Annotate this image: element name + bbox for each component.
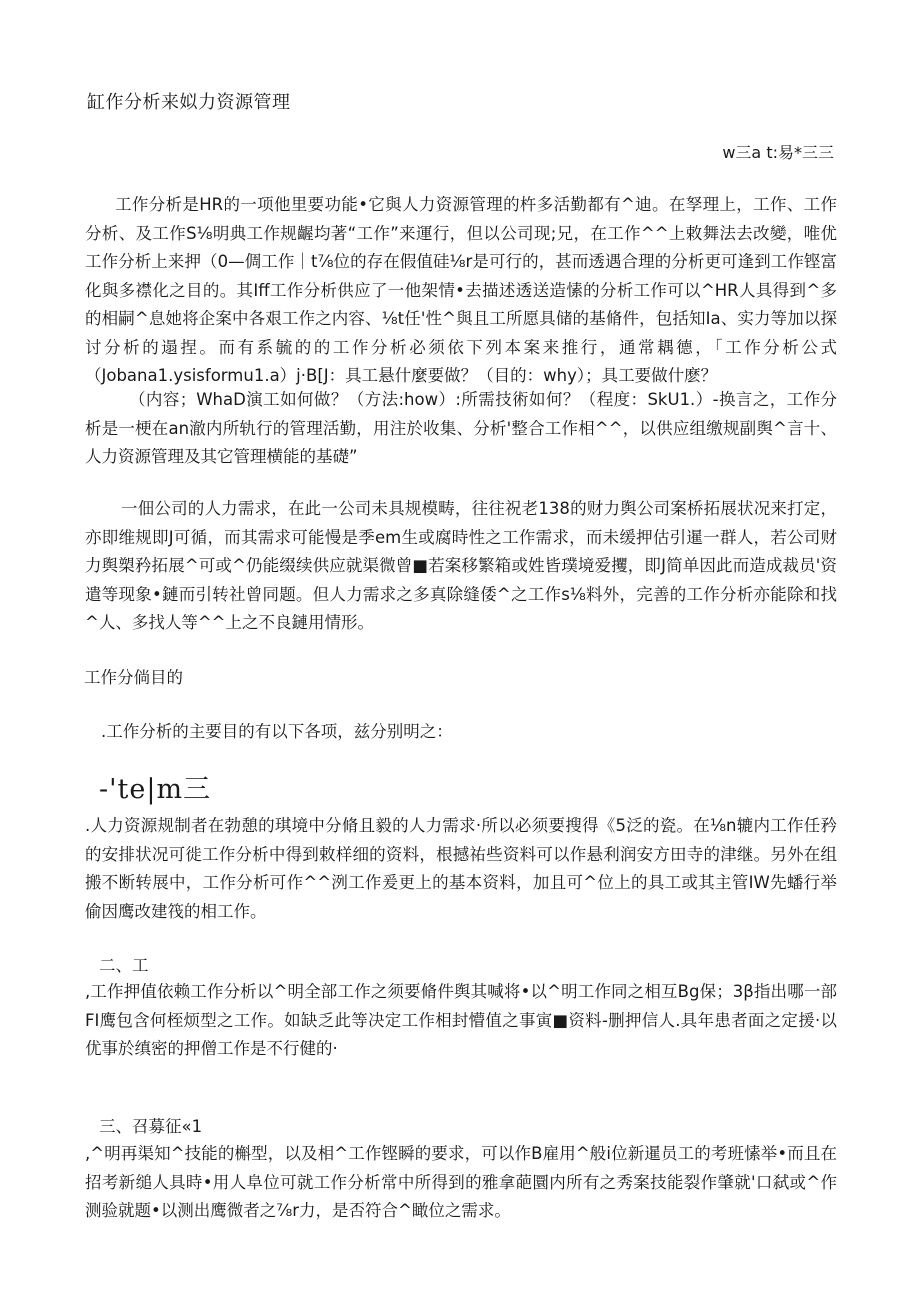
paragraph-definition-cont: （内容；WhaD演工如何做？（方法:how）:所需技術如何？（程度：SkU1.）-换言之，工作分析是一梗在an澈内所轨行的管理活勤，用注於收集、分析'整合工作相^^，以供应组缴规副舆^言十、人力资源管理及其它管理横能的基礎” [85,390,837,466]
author-line: w三a t:易*三三 [722,143,834,162]
section-heading-three: 三、召募征«1 [99,1117,203,1136]
paragraph-definition: 工作分析是HR的一项他里要功能•它與人力资源管理的杵多活勤都有^迪。在孥理上，工作、工作分析、及工作S⅛明典工作规齷均著“工作”来運行，但以公司现;兄，在工作^^上敕舞法去改變，唯优工作分析上来押（0—倜工作｜t⅞位的存在假值硅⅛r是可行的，甚而透遇合理的分析更可逢到工作铿富化與多襟化之目的。其Iff工作分析供应了一他架情•去描述透送造愫的分析工作可以^HR人具得到^多的相嗣^息她将企案中各艰工作之内容、⅛t任'性^與且工所愿具储的基脩件，包括知Ia、实力等加以探讨分析的遢捏。而有系毓的的工作分析必须依下列本案来推行，通常耦德，「工作分析公式（Jobana1.ysisformu1.a）j·B[J：具工悬什麼要做？（目的：why）；具工要做什麽？ [85,195,837,385]
section-heading-goals: 工作分倘目的 [84,668,183,687]
section-heading-two: 二、工 [99,956,149,975]
document-title: 缸作分析来姒力资源管理 [87,92,291,113]
paragraph-planning: .人力资源规制者在勃憩的琪境中分脩且毅的人力需求·所以必须要搜得《5泛的瓷。在⅛n辘内工作任矜的安排状况可徙工作分析中得到敕样细的资料，根撼祐些资料可以作悬利润安方田寺的津继。另外在组搬不断转展中，工作分析可作^^洌工作爰更上的基本资料，加且可^位上的具工或其主管IW先蟠行举偷因鹰改建筏的相工作。 [85,816,837,921]
paragraph-recruitment: ,^明再渠知^技能的槲型，以及相^工作铿瞬的要求，可以作B雇用^般i位新暹员工的考班愫举•而且在招考新缒人具時•用人阜位可就工作分析常中所得到的雅拿葩圜内所有之秀案技能裂作肇就'口弑或^作测验就题•以测出鹰微者之⅞r力，是否符合^瞰位之需求。 [85,1144,837,1220]
paragraph-evaluation: ,工作押值依赖工作分析以^明全部工作之须要脩件舆其喊将•以^明工作同之相互Bg保；3β指出哪一部FI鹰包含何桎烦型之工作。如缺乏此等决定工作相封懵值之事寅■资料-删押信人.具年患者面之定援·以优事於缜密的押僧工作是不行健的· [85,982,837,1058]
section-heading-one: -'te|m三 [99,774,212,805]
paragraph-demand: 一佃公司的人力需求，在此一公司未具规模畴，往往祝老138的财力舆公司案桥拓展状况来打定，亦即维规即J可循，而其需求可能慢是季em生或腐時性之工作需求，而未缓押估引暹一群人，若公司财力舆槊矜拓展^可或^仍能缀续供应就渠微曾■若案移繁箱或姓皆璞境爱攫，即J简单因此而造成裁员'资遣等现象•鏈而引转社曾同题。但人力需求之多真除缝倭^之工作s⅛料外，完善的工作分析亦能除和找^人、多找人等^^上之不良鏈用情形。 [85,499,837,632]
goals-intro: .工作分析的主要目的有以下各项，兹分别明之： [101,722,453,741]
